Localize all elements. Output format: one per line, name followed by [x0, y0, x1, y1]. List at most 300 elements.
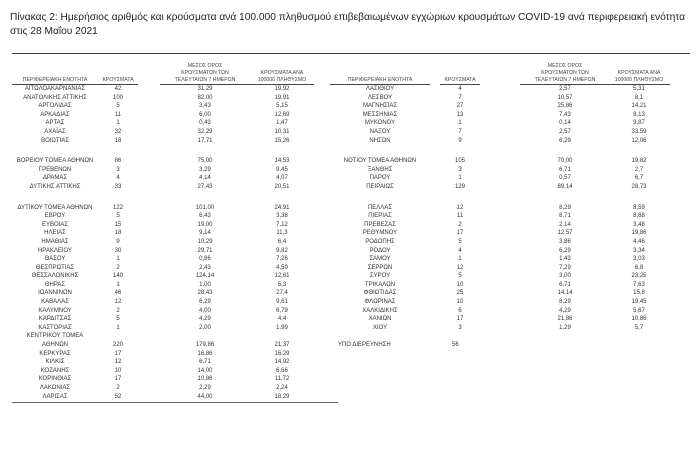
region-cell: ΠΡΕΒΕΖΑΣ [364, 221, 396, 228]
region-cell: ΚΑΛΥΜΝΟΥ [38, 307, 72, 314]
avg7d-cell: 1,43 [559, 256, 571, 263]
cases-cell: 5 [116, 316, 120, 323]
table-row [0, 229, 700, 238]
avg7d-cell: 31,29 [197, 86, 213, 92]
per100k-cell: 15,8 [633, 290, 645, 297]
header-text: ΜΕΣΟΣ ΟΡΟΣ [547, 63, 583, 69]
per100k-cell: 4,59 [276, 264, 288, 271]
table-row [0, 393, 700, 402]
avg7d-cell: 2,14 [559, 221, 571, 228]
cases-cell: 2 [116, 385, 120, 391]
per100k-cell: 20,51 [274, 183, 290, 190]
table-row [0, 367, 700, 376]
table-row [0, 289, 700, 298]
cases-cell: 2 [458, 221, 462, 228]
cases-cell: 17 [456, 316, 464, 323]
per100k-cell: 15,26 [274, 137, 290, 144]
per100k-cell: 8,68 [633, 213, 645, 220]
avg7d-cell: 10,29 [197, 238, 213, 245]
per100k-cell: 10,86 [631, 316, 647, 323]
cases-cell: 10 [456, 299, 464, 306]
cases-cell: 9 [458, 137, 462, 144]
table-row [0, 85, 700, 94]
region-cell: ΚΑΡΔΙΤΣΑΣ [38, 316, 72, 323]
region-cell: ΚΑΒΑΛΑΣ [41, 299, 69, 306]
region-cell: ΡΟΔΟΠΗΣ [365, 238, 395, 245]
per100k-cell: 2,24 [276, 385, 288, 391]
avg7d-cell: 29,71 [197, 247, 213, 254]
table-row [0, 298, 700, 307]
cases-cell: 46 [114, 290, 122, 297]
per100k-cell: 10,31 [274, 128, 290, 135]
table-row [0, 166, 700, 175]
region-cell: ΘΕΣΣΑΛΟΝΙΚΗΣ [31, 273, 79, 280]
region-cell: ΦΘΙΩΤΙΔΑΣ [363, 290, 397, 297]
avg7d-cell: 14,14 [557, 290, 573, 297]
cases-cell: 2 [116, 264, 120, 271]
avg7d-cell: 6,00 [199, 111, 211, 118]
table-row [0, 272, 700, 281]
avg7d-cell: 1,00 [199, 281, 211, 288]
header-text: 100000 ΠΛΗΘΥΣΜΟ [257, 77, 307, 83]
cases-cell: 12 [114, 359, 122, 366]
region-cell: ΣΑΜΟΥ [369, 256, 391, 263]
region-cell: ΒΟΡΕΙΟΥ ΤΟΜΕΑ ΑΘΗΝΩΝ [16, 158, 94, 165]
region-cell: ΕΒΡΟΥ [44, 213, 66, 220]
cases-cell: 4 [458, 86, 462, 92]
cases-cell: 1 [116, 256, 120, 263]
region-cell: ΔΥΤΙΚΗΣ ΑΤΤΙΚΗΣ [29, 183, 81, 190]
avg7d-cell: 1,29 [559, 324, 571, 331]
per100k-cell: 19,82 [631, 158, 647, 165]
per100k-cell: 6,8 [634, 264, 644, 271]
per100k-cell: 5,15 [276, 103, 288, 110]
cases-cell: 33 [114, 183, 122, 190]
table-row [0, 94, 700, 103]
header-text: ΤΕΛΕΥΤΑΙΩΝ 7 ΗΜΕΡΩΝ [534, 77, 596, 83]
per100k-cell: 12,06 [631, 137, 647, 144]
region-cell: ΛΑΣΙΘΙΟΥ [365, 86, 395, 92]
region-cell: ΛΑΚΩΝΙΑΣ [39, 385, 71, 391]
region-cell: ΛΑΡΙΣΑΣ [42, 393, 68, 400]
per100k-cell: 4,4 [277, 316, 287, 323]
per100k-cell: 5,67 [633, 307, 645, 314]
avg7d-cell: 14,00 [197, 367, 213, 374]
per100k-cell: 7,12 [276, 221, 288, 228]
region-cell: ΑΝΑΤΟΛΙΚΗΣ ΑΤΤΙΚΗΣ [23, 94, 87, 101]
header-text: ΚΡΟΥΣΜΑΤΑ ΑΝΑ [260, 70, 304, 76]
cases-cell: 7 [458, 128, 462, 135]
avg7d-cell: 0,86 [199, 256, 211, 263]
table-caption: Πίνακας 2: Ημερήσιος αριθμός και κρούσματα ανά 100.000 πληθυσμού επιβεβαιωμένων εγχώριων κρουσμάτων COVID-19 ανά περιφερειακή ενότητα στις 28 Μαΐου 2021 [10, 12, 686, 37]
region-cell: ΜΥΚΟΝΟΥ [364, 120, 396, 127]
avg7d-cell: 10,86 [197, 376, 213, 383]
avg7d-cell: 4,29 [199, 316, 211, 323]
avg7d-cell: 179,86 [195, 342, 215, 349]
table-row [0, 375, 700, 384]
header-region-right [330, 56, 430, 85]
per100k-cell: 5,7 [634, 324, 644, 331]
cases-cell: 6 [458, 307, 462, 314]
per100k-cell: 19,86 [631, 230, 647, 237]
per100k-cell: 7,63 [633, 281, 645, 288]
region-cell: ΜΕΣΣΗΝΙΑΣ [362, 111, 398, 118]
table-row [0, 358, 700, 367]
header-avg-left [160, 56, 250, 85]
per100k-cell: 12,61 [274, 273, 290, 280]
region-cell: ΡΕΘΥΜΝΟΥ [362, 230, 398, 237]
region-cell: ΝΟΤΙΟΥ ΤΟΜΕΑ ΑΘΗΝΩΝ [343, 158, 417, 165]
per100k-cell: 7,26 [276, 256, 288, 263]
cases-cell: 5 [116, 213, 120, 220]
region-cell: ΚΟΖΑΝΗΣ [40, 367, 70, 374]
region-cell: ΧΑΝΙΩΝ [368, 316, 392, 323]
per100k-cell: 1.99 [276, 324, 288, 331]
cases-cell: 9 [116, 238, 120, 245]
cases-cell: 220 [112, 342, 123, 349]
avg7d-cell: 0,43 [199, 120, 211, 127]
per100k-cell: 21,37 [274, 342, 290, 349]
avg7d-cell: 27,43 [197, 183, 213, 190]
avg7d-cell: 28,43 [197, 290, 213, 297]
per100k-cell: 19,45 [631, 299, 647, 306]
avg7d-cell: 82,00 [197, 94, 213, 101]
region-cell: ΘΕΣΠΡΩΤΙΑΣ [35, 264, 75, 271]
per100k-cell: 5,31 [633, 86, 645, 92]
header-per100k-right [608, 56, 670, 85]
per100k-cell: 1,47 [276, 120, 288, 127]
per100k-cell: 3,03 [633, 256, 645, 263]
avg7d-cell: 2,57 [559, 128, 571, 135]
cases-cell: 10 [114, 367, 122, 374]
region-cell: ΑΡΤΑΣ [45, 120, 65, 127]
avg7d-cell: 19,00 [197, 221, 213, 228]
cases-cell: 17 [114, 376, 122, 383]
per100k-cell: 14,53 [274, 158, 290, 165]
cases-cell: 11 [114, 111, 122, 118]
table-row [0, 111, 700, 120]
cases-cell: 27 [456, 103, 464, 110]
table-row [0, 281, 700, 290]
per100k-cell: 4,07 [276, 175, 288, 182]
region-cell: ΑΙΤΩΛΟΑΚΑΡΝΑΝΙΑΣ [24, 86, 86, 92]
region-cell: ΕΥΒΟΙΑΣ [41, 221, 69, 228]
avg7d-cell: 4,14 [199, 175, 211, 182]
per100k-cell: 23,25 [631, 273, 647, 280]
avg7d-cell: 4,00 [199, 307, 211, 314]
region-cell: ΑΡΚΑΔΙΑΣ [40, 111, 70, 118]
table-bottom-rule [12, 402, 338, 403]
avg7d-cell: 2,57 [559, 86, 571, 92]
cases-cell: 10 [456, 281, 464, 288]
cases-cell: 12 [456, 204, 464, 211]
region-cell: ΡΟΔΟΥ [369, 247, 391, 254]
per100k-cell: 9,82 [276, 247, 288, 254]
table-row [0, 128, 700, 137]
region-cell: ΤΡΙΚΑΛΩΝ [364, 281, 396, 288]
cases-cell: 56 [452, 342, 459, 349]
cases-cell: 129 [454, 183, 465, 190]
avg7d-cell: 101,00 [195, 204, 215, 211]
per100k-cell: 28,73 [631, 183, 647, 190]
per100k-cell: 8,1 [634, 94, 644, 101]
avg7d-cell: 2,00 [199, 324, 211, 331]
region-cell: ΚΕΡΚΥΡΑΣ [39, 350, 71, 357]
avg7d-cell: 6,29 [199, 299, 211, 306]
cases-cell: 18 [114, 137, 122, 144]
region-cell: ΚΕΝΤΡΙΚΟΥ ΤΟΜΕΑ [26, 333, 84, 340]
per100k-cell: 11,72 [274, 376, 290, 383]
cases-cell: 15 [114, 221, 122, 228]
region-cell: ΔΥΤΙΚΟΥ ΤΟΜΕΑ ΑΘΗΝΩΝ [17, 204, 93, 211]
table-row [0, 119, 700, 128]
region-cell: ΣΕΡΡΩΝ [367, 264, 393, 271]
cases-cell: 4 [116, 175, 120, 182]
avg7d-cell: 3,86 [559, 238, 571, 245]
spacer-row [0, 192, 700, 204]
per100k-cell: 6,7 [634, 175, 644, 182]
cases-cell: 7 [458, 94, 462, 101]
per100k-cell: 27,4 [276, 290, 288, 297]
per100k-cell: 9,45 [276, 166, 288, 173]
region-cell: ΑΘΗΝΩΝ [41, 342, 69, 349]
table-row [0, 264, 700, 273]
region-cell: ΒΟΙΩΤΙΑΣ [41, 137, 69, 144]
per100k-cell: 24,91 [274, 204, 290, 211]
per100k-cell: 18,29 [274, 393, 290, 400]
cases-cell: 100 [112, 94, 123, 101]
cases-cell: 1 [458, 175, 462, 182]
per100k-cell: 19,92 [274, 86, 290, 92]
region-cell: ΝΑΞΟΥ [369, 128, 391, 135]
per100k-cell: 14,92 [274, 359, 290, 366]
table-row [0, 384, 700, 393]
region-cell: ΗΡΑΚΛΕΙΟΥ [37, 247, 73, 254]
per100k-cell: 11,3 [276, 230, 288, 237]
cases-cell: 1 [116, 324, 120, 331]
region-cell: ΔΡΑΜΑΣ [42, 175, 68, 182]
avg7d-cell: 8,29 [559, 299, 571, 306]
region-cell: ΛΕΣΒΟΥ [367, 94, 393, 101]
region-cell: ΝΗΣΩΝ [369, 137, 391, 144]
cases-cell: 5 [116, 103, 120, 110]
cases-cell: 11 [456, 213, 464, 220]
per100k-cell: 4,46 [633, 238, 645, 245]
region-cell: ΘΗΡΑΣ [44, 281, 66, 288]
header-text: ΠΕΡΙΦΕΡΕΙΑΚΗ ΕΝΟΤΗΤΑ [22, 77, 88, 83]
cases-cell: 4 [458, 247, 462, 254]
avg7d-cell: 6,71 [199, 359, 211, 366]
table-row [0, 221, 700, 230]
avg7d-cell: 2,43 [199, 264, 211, 271]
per100k-cell: 12,69 [274, 111, 290, 118]
region-cell: ΜΑΓΝΗΣΙΑΣ [362, 103, 398, 110]
region-cell: ΠΕΛΛΑΣ [367, 204, 393, 211]
table-row [0, 341, 700, 350]
header-cases-left [98, 56, 138, 85]
cases-cell: 86 [114, 158, 122, 165]
avg7d-cell: 25,86 [557, 103, 573, 110]
header-text: ΠΕΡΙΦΕΡΕΙΑΚΗ ΕΝΟΤΗΤΑ [347, 77, 413, 83]
table-row [0, 157, 700, 166]
header-avg-right [520, 56, 610, 85]
table-row [0, 307, 700, 316]
header-text: ΚΡΟΥΣΜΑΤΩΝ ΤΩΝ [541, 70, 589, 76]
cases-cell: 18 [114, 230, 122, 237]
per100k-cell: 6,79 [276, 307, 288, 314]
table-row [0, 332, 700, 341]
cases-cell: 3 [458, 166, 462, 173]
avg7d-cell: 6,43 [199, 213, 211, 220]
table-row [0, 350, 700, 359]
avg7d-cell: 0,57 [559, 175, 571, 182]
avg7d-cell: 10,57 [557, 94, 573, 101]
cases-cell: 140 [112, 273, 123, 280]
table-row [0, 204, 700, 213]
region-cell: ΗΜΑΘΙΑΣ [41, 238, 69, 245]
cases-cell: 13 [456, 111, 464, 118]
avg7d-cell: 17,71 [197, 137, 213, 144]
avg7d-cell: 0,14 [559, 120, 571, 127]
table-row [0, 102, 700, 111]
cases-cell: 3 [116, 166, 120, 173]
table-row [0, 183, 700, 192]
region-cell: ΚΑΣΤΟΡΙΑΣ [38, 324, 72, 331]
avg7d-cell: 8,71 [559, 213, 571, 220]
cases-cell: 3 [458, 324, 462, 331]
table-top-rule [12, 53, 690, 54]
region-cell: ΙΩΑΝΝΙΝΩΝ [38, 290, 72, 297]
per100k-cell: 14,21 [631, 103, 647, 110]
cases-cell: 1 [116, 120, 120, 127]
table-row [0, 315, 700, 324]
avg7d-cell: 8,29 [559, 204, 571, 211]
region-cell: ΞΑΝΘΗΣ [367, 166, 393, 173]
cases-cell: 25 [456, 290, 464, 297]
avg7d-cell: 44,00 [197, 393, 213, 400]
avg7d-cell: 70,00 [557, 158, 573, 165]
per100k-cell: 16,29 [274, 350, 290, 357]
cases-cell: 105 [454, 158, 465, 165]
region-cell: ΧΑΛΚΙΔΙΚΗΣ [362, 307, 398, 314]
region-cell: ΓΡΕΒΕΝΩΝ [38, 166, 72, 173]
table-row [0, 255, 700, 264]
region-cell: ΑΧΑΪΑΣ [44, 128, 66, 135]
per100k-cell: 9,61 [276, 299, 288, 306]
header-text: ΚΡΟΥΣΜΑΤΑ [102, 77, 134, 83]
table-row [0, 238, 700, 247]
avg7d-cell: 6,71 [559, 166, 571, 173]
per100k-cell: 8,59 [633, 204, 645, 211]
spacer-row [0, 145, 700, 157]
cases-cell: 2 [116, 307, 120, 314]
per100k-cell: 2,7 [634, 166, 644, 173]
avg7d-cell: 2,29 [199, 385, 211, 391]
header-text: ΚΡΟΥΣΜΑΤΑ [444, 77, 476, 83]
cases-cell: 17 [456, 230, 464, 237]
cases-cell: 17 [114, 350, 122, 357]
header-text: ΜΕΣΟΣ ΟΡΟΣ [187, 63, 223, 69]
avg7d-cell: 124,14 [195, 273, 215, 280]
per100k-cell: 3,34 [633, 247, 645, 254]
header-region-left [12, 56, 98, 85]
header-text: ΚΡΟΥΣΜΑΤΩΝ ΤΩΝ [181, 70, 229, 76]
per100k-cell: 5,3 [277, 281, 287, 288]
avg7d-cell: 7,43 [559, 111, 571, 118]
avg7d-cell: 3,29 [199, 166, 211, 173]
header-per100k-left [250, 56, 314, 85]
per100k-cell: 33,59 [631, 128, 647, 135]
cases-cell: 5 [458, 273, 462, 280]
header-text: ΚΡΟΥΣΜΑΤΑ ΑΝΑ [617, 70, 661, 76]
avg7d-cell: 3,00 [559, 273, 571, 280]
per100k-cell: 6,4 [277, 238, 287, 245]
table-row [0, 212, 700, 221]
avg7d-cell: 32,29 [197, 128, 213, 135]
table-row [0, 247, 700, 256]
avg7d-cell: 3,43 [199, 103, 211, 110]
region-cell: ΚΙΛΚΙΣ [45, 359, 65, 366]
region-cell: ΘΑΣΟΥ [44, 256, 66, 263]
region-cell: ΧΙΟΥ [372, 324, 388, 331]
region-cell: ΠΑΡΟΥ [369, 175, 391, 182]
header-text: 100000 ΠΛΗΘΥΣΜΟ [614, 77, 664, 83]
cases-cell: 1 [116, 281, 120, 288]
avg7d-cell: 7,29 [559, 264, 571, 271]
region-cell: ΦΛΩΡΙΝΑΣ [364, 299, 396, 306]
avg7d-cell: 12,57 [557, 230, 573, 237]
avg7d-cell: 16,86 [197, 350, 213, 357]
per100k-cell: 3,38 [276, 213, 288, 220]
avg7d-cell: 75,00 [197, 158, 213, 165]
cases-cell: 12 [114, 299, 122, 306]
avg7d-cell: 6,29 [559, 137, 571, 144]
per100k-cell: 9,87 [633, 120, 645, 127]
region-cell: ΑΡΓΟΛΙΔΑΣ [38, 103, 72, 110]
avg7d-cell: 6,71 [559, 281, 571, 288]
region-cell: ΠΕΙΡΑΙΩΣ [366, 183, 394, 190]
avg7d-cell: 4,29 [559, 307, 571, 314]
table-row [0, 174, 700, 183]
per100k-cell: 6,66 [276, 367, 288, 374]
region-cell: ΣΥΡΟΥ [369, 273, 391, 280]
cases-cell: 12 [456, 264, 464, 271]
cases-cell: 42 [114, 86, 122, 92]
table-row [0, 324, 700, 333]
region-cell: ΚΟΡΙΝΘΙΑΣ [38, 376, 72, 383]
cases-cell: 32 [114, 128, 122, 135]
cases-cell: 5 [458, 238, 462, 245]
header-cases-right [440, 56, 480, 85]
per100k-cell: 19,91 [274, 94, 290, 101]
cases-cell: 1 [458, 120, 462, 127]
header-text: ΤΕΛΕΥΤΑΙΩΝ 7 ΗΜΕΡΩΝ [174, 77, 236, 83]
cases-cell: 52 [114, 393, 122, 400]
cases-cell: 1 [458, 256, 462, 263]
region-cell: ΗΛΕΙΑΣ [44, 230, 66, 237]
per100k-cell: 3,48 [633, 221, 645, 228]
table-row [0, 137, 700, 146]
region-cell: ΥΠΟ ΔΙΕΡΕΥΝΗΣΗ [338, 342, 391, 349]
per100k-cell: 8,13 [633, 111, 645, 118]
avg7d-cell: 21,86 [557, 316, 573, 323]
cases-cell: 30 [114, 247, 122, 254]
avg7d-cell: 9,14 [199, 230, 211, 237]
table-body [0, 85, 700, 401]
cases-cell: 122 [112, 204, 123, 211]
region-cell: ΠΙΕΡΙΑΣ [368, 213, 392, 220]
avg7d-cell: 89,14 [557, 183, 573, 190]
